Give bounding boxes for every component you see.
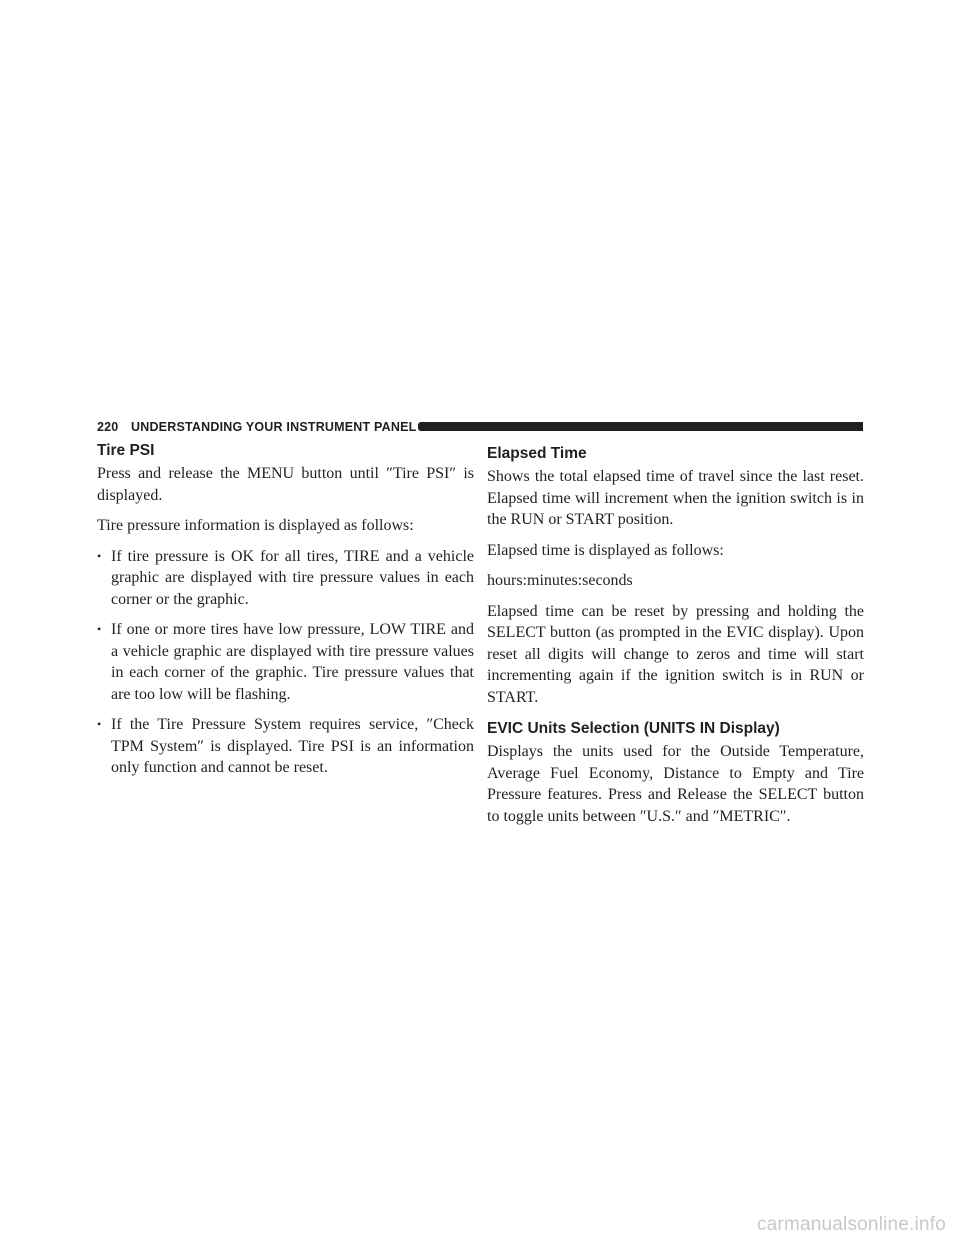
section-title: UNDERSTANDING YOUR INSTRUMENT PANEL bbox=[131, 420, 417, 434]
right-column bbox=[487, 440, 864, 836]
page-header bbox=[97, 418, 863, 436]
watermark: carmanualsonline.info bbox=[756, 1214, 946, 1235]
tire-psi-lead: Tire pressure information is displayed as follows: bbox=[97, 517, 414, 534]
left-column bbox=[97, 440, 474, 788]
bullet-text: If the Tire Pressure System requires service, ″Check TPM System″ is displayed. Tire PSI is an information only function and cannot be reset. bbox=[111, 716, 474, 776]
bullet-text: If tire pressure is OK for all tires, TIRE and a vehicle graphic are displayed with tire pressure values in each corner or the graphic. bbox=[111, 547, 474, 608]
page-number: 220 bbox=[97, 420, 119, 434]
elapsed-time-format: hours:minutes:seconds bbox=[487, 572, 633, 589]
header-rule bbox=[418, 422, 863, 431]
tire-psi-heading: Tire PSI bbox=[97, 442, 155, 459]
list-item bbox=[97, 714, 474, 779]
elapsed-time-p1: Shows the total elapsed time of travel since the last reset. Elapsed time will increment when the ignition switch is in the RUN or START position. bbox=[487, 468, 864, 528]
evic-units-p1: Displays the units used for the Outside Temperature, Average Fuel Economy, Distance to Empty and Tire Pressure features. Press and Release the SELECT button to toggle units between ″U.S.″ and ″METRIC″. bbox=[487, 743, 864, 825]
list-item bbox=[97, 619, 474, 705]
bullet-icon: • bbox=[97, 717, 102, 731]
list-item bbox=[97, 546, 474, 611]
bullet-text: If one or more tires have low pressure, LOW TIRE and a vehicle graphic are displayed with tire pressure values in each corner of the graphic. Tire pressure values that are too low will be flashing. bbox=[111, 621, 474, 703]
evic-units-heading: EVIC Units Selection (UNITS IN Display) bbox=[487, 720, 780, 737]
bullet-icon: • bbox=[97, 622, 102, 636]
tire-psi-intro: Press and release the MENU button until ″Tire PSI″ is displayed. bbox=[97, 465, 474, 504]
elapsed-time-heading: Elapsed Time bbox=[487, 445, 587, 462]
elapsed-time-p4: Elapsed time can be reset by pressing and holding the SELECT button (as prompted in the EVIC display). Upon reset all digits will change to zeros and time will start incrementing again if the ignition switch is in RUN or START. bbox=[487, 602, 864, 706]
elapsed-time-p2: Elapsed time is displayed as follows: bbox=[487, 541, 724, 559]
bullet-icon: • bbox=[97, 548, 102, 563]
